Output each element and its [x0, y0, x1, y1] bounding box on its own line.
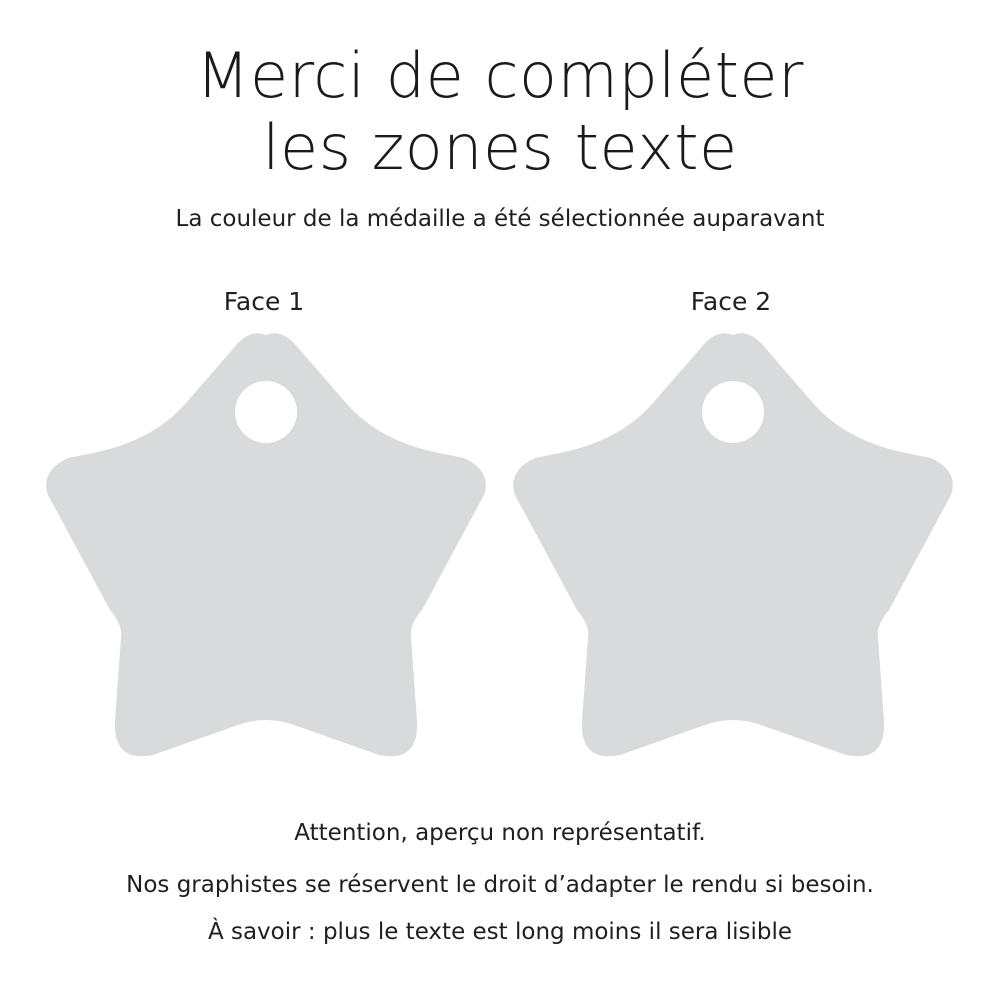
face-1-label: Face 1 — [223, 287, 305, 316]
page-title-line-2: les zones texte — [262, 111, 738, 184]
face-2-label: Face 2 — [690, 287, 772, 316]
page-title-line-1: Merci de compléter — [195, 39, 805, 112]
footer-note-1: Attention, aperçu non représentatif. — [294, 820, 706, 846]
star-tag-icon — [44, 333, 488, 763]
footer-note-2: Nos graphistes se réservent le droit d’adapter le rendu si besoin. — [126, 872, 874, 898]
footer-note-3: À savoir : plus le texte est long moins il sera lisible — [207, 919, 793, 945]
star-tag-icon — [511, 333, 955, 763]
page-subtitle: La couleur de la médaille a été sélectionnée auparavant — [175, 206, 825, 232]
face-2-medal[interactable] — [511, 333, 955, 763]
face-1-medal[interactable] — [44, 333, 488, 763]
